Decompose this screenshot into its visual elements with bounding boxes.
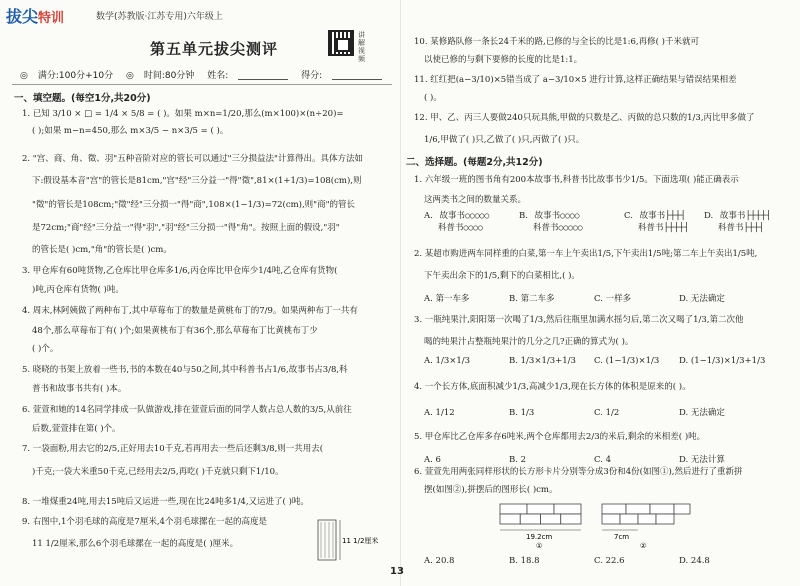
brand-logo — [6, 4, 64, 27]
figure-2-length: 7cm — [614, 533, 630, 541]
option-a-letter: A. — [424, 211, 433, 221]
question-12-line2: 1/6,甲做了( )只,乙做了( )只,丙做了( )只。 — [424, 135, 585, 145]
question-11-line1: 11. 红红把(a−3/10)×5错当成了 a−3/10×5 进行计算,这样正确结果与错误结果相差 — [414, 75, 737, 85]
question-6-line2: 后数,萱萱排在第( )个。 — [32, 424, 121, 434]
choice-4-options — [424, 406, 764, 418]
choice-6-option-d[interactable]: D. 24.8 — [679, 556, 710, 566]
choice-5-option-c[interactable]: C. 4 — [594, 455, 612, 465]
choice-4: 4. 一个长方体,底面积减少1/3,高减少1/3,现在长方体的体积是原来的( )。 — [414, 382, 691, 392]
choice-6-options — [424, 556, 764, 566]
series-label: 数学(苏教版·江苏专用)六年级上 — [96, 12, 223, 22]
option-b-sci: 科普书 — [533, 223, 559, 233]
option-c-letter: C. — [624, 211, 633, 221]
choice-2-line2: 下午卖出余下的1/5,剩下的白菜相比,( )。 — [424, 271, 580, 281]
option-c-story: 故事书 — [639, 211, 666, 221]
figure-1-number: ① — [536, 542, 543, 550]
question-4-line3: ( )个。 — [32, 344, 59, 354]
figure-1-length: 19.2cm — [526, 533, 553, 541]
brand-main: 拔尖 — [6, 7, 39, 26]
choice-3-line2: 喝的纯果汁占整瓶纯果汁的几分之几?正确的算式为( )。 — [424, 337, 634, 347]
choice-4-option-d[interactable]: D. 无法确定 — [679, 408, 725, 418]
option-c-sci: 科普书 — [638, 223, 664, 233]
question-8: 8. 一堆煤重24吨,用去15吨后又运进一些,现在比24吨多1/4,又运进了( )吨。 — [22, 497, 309, 507]
choice-4-option-b[interactable]: B. 1/3 — [509, 408, 535, 418]
question-11-line2: ( )。 — [424, 93, 442, 103]
score-label: 满分:100分+10分 — [37, 71, 114, 81]
question-10-line2: 以使已修的与剩下要修的长度的比是1:1。 — [424, 55, 583, 65]
section-title-fill: 一、填空题。(每空1分,共20分) — [14, 93, 151, 104]
test-meta — [20, 68, 392, 81]
choice-2-line1: 2. 某超市购进两车同样重的白菜,第一车上午卖出1/5,下午卖出1/5吨;第二车上午卖出1/5吨, — [414, 249, 758, 259]
choice-5-option-b[interactable]: B. 2 — [509, 455, 527, 465]
choice-5-options — [424, 453, 764, 465]
choice-3-option-a[interactable]: A. 1/3×1/3 — [424, 356, 471, 366]
question-7-line1: 7. 一袋面粉,用去它的2/5,正好用去10千克,若再用去一些后还剩3/8,则一共用去( — [22, 444, 324, 454]
divider — [12, 84, 392, 85]
question-1-line2: ( );如果 m−n=450,那么 m×3/5 − n×3/5 = ( )。 — [32, 126, 229, 136]
choice-6-option-b[interactable]: B. 18.8 — [509, 556, 540, 566]
time-label: 时间:80分钟 — [143, 71, 195, 81]
qr-label: 讲解视频 — [358, 31, 365, 63]
header-bar — [0, 0, 400, 26]
rectangle-figure-2 — [596, 498, 696, 550]
choice-3-option-d[interactable]: D. (1−1/3)×1/3+1/3 — [679, 356, 766, 366]
timer-icon: ◎ — [125, 71, 134, 81]
choice-3-option-c[interactable]: C. (1−1/3)×1/3 — [594, 356, 660, 366]
shuttlecock-stack — [318, 520, 336, 560]
clock-icon: ◎ — [20, 71, 28, 81]
right-column — [400, 0, 800, 586]
choice-5: 5. 甲仓库比乙仓库多存6吨米,两个仓库都用去2/3的米后,剩余的米相差( )吨。 — [414, 432, 706, 442]
question-3-line1: 3. 甲仓库有60吨货物,乙仓库比甲仓库多1/6,丙仓库比甲仓库少1/4吨,乙仓库有货物( — [22, 266, 338, 276]
option-d[interactable]: D. 故事书├┼┼┼┤ 科普书├┼┼┤ — [704, 211, 772, 233]
question-9-line2: 11 1/2厘米,那么6个羽毛球摞在一起的高度是( )厘米。 — [32, 539, 239, 549]
choice-2-option-d[interactable]: D. 无法确定 — [679, 294, 725, 304]
rectangle-figure-1 — [494, 498, 584, 550]
option-b-letter: B. — [519, 211, 528, 221]
choice-5-option-a[interactable]: A. 6 — [424, 455, 441, 465]
question-2-line5: 的管长是( )cm,"角"的管长是( )cm。 — [32, 245, 172, 255]
choice-6-line2: 摆(如图②),拼摆后的图形长( )cm。 — [424, 485, 558, 495]
name-field[interactable] — [238, 70, 288, 80]
question-6-line1: 6. 萱萱和她的14名同学排成一队做游戏,排在萱萱后面的同学人数占总人数的3/5,从前往 — [22, 405, 352, 415]
option-a-sci: 科普书 — [438, 223, 464, 233]
option-b-story: 故事书 — [534, 211, 561, 221]
brand-sub: 特训 — [38, 11, 65, 26]
option-d-sci: 科普书 — [718, 223, 744, 233]
shuttlecock-figure — [314, 516, 394, 566]
question-2-line3: "徵"的管长是108cm;"徵"经"三分损一"得"商",108×(1−1/3)=72(cm),则"商"的管长 — [32, 200, 355, 210]
name-label: 姓名: — [207, 71, 229, 81]
shuttlecock-height-label: 11 1/2厘米 — [342, 537, 379, 545]
question-3-line2: )吨,丙仓库有货物( )吨。 — [32, 285, 124, 295]
question-4-line2: 48个,那么草莓布丁有( )个;如果黄桃布丁有36个,那么草莓布丁比黄桃布丁少 — [32, 326, 318, 336]
option-a[interactable]: A. 故事书○○○○○ 科普书○○○○ — [424, 211, 490, 233]
question-5-line1: 5. 晓晓的书架上放着一些书,书的本数在40与50之间,其中科普书占1/6,故事书占3/8,科 — [22, 365, 348, 375]
score-field-label: 得分: — [301, 71, 323, 81]
page-number: 13 — [390, 566, 404, 577]
choice-6-option-c[interactable]: C. 22.6 — [594, 556, 625, 566]
choice-2-option-c[interactable]: C. 一样多 — [594, 294, 632, 304]
question-12-line1: 12. 甲、乙、丙三人要做240只玩具熊,甲做的只数是乙、丙做的总只数的1/3,丙比甲多做了 — [414, 113, 755, 123]
question-1-line1: 1. 已知 3/10 × □ = 1/4 × 5/8 = ( )。如果 m×n=1/20,那么(m×100)×(n÷20)= — [22, 109, 344, 119]
option-d-story: 故事书 — [719, 211, 746, 221]
question-2-line2: 下:假设基本音"宫"的管长是81cm,"宫"经"三分益一"得"徵",81×(1+1/3)=108(cm),则 — [32, 176, 362, 186]
question-9-line1: 9. 右图中,1个羽毛球的高度是7厘米,4个羽毛球摞在一起的高度是 — [22, 517, 267, 527]
qr-code-icon[interactable] — [328, 30, 354, 56]
option-c[interactable]: C. 故事书├┼┼┤ 科普书├┼┼┼┤ — [624, 211, 690, 233]
question-10-line1: 10. 某修路队修一条长24千米的路,已修的与全长的比是1:6,再修( )千米就可 — [414, 37, 699, 47]
option-a-story: 故事书 — [439, 211, 466, 221]
score-field[interactable] — [332, 70, 382, 80]
option-b[interactable]: B. 故事书○○○○ 科普书○○○○○ — [519, 211, 583, 233]
choice-3-options — [424, 356, 764, 366]
figure-2-number: ② — [640, 542, 647, 550]
choice-4-option-c[interactable]: C. 1/2 — [594, 408, 620, 418]
choice-1-line1: 1. 六年级一班的图书角有200本故事书,科普书比故事书少1/5。下面选项( )能正确表示 — [414, 175, 739, 185]
question-7-line2: )千克;一袋大米重50千克,已经用去2/5,再吃( )千克就只剩下1/10。 — [32, 467, 284, 477]
choice-2-option-b[interactable]: B. 第二车多 — [509, 294, 555, 304]
choice-1-line2: 这两类书之间的数量关系。 — [424, 195, 527, 205]
choice-2-options — [424, 292, 764, 304]
choice-3-option-b[interactable]: B. 1/3×1/3+1/3 — [509, 356, 576, 366]
page-title: 第五单元拔尖测评 — [150, 40, 279, 58]
option-d-letter: D. — [704, 211, 714, 221]
choice-6-line1: 6. 萱萱先用两张同样形状的长方形卡片分别等分成3份和4份(如图①),然后进行了重新拼 — [414, 467, 743, 477]
choice-5-option-d[interactable]: D. 无法计算 — [679, 455, 725, 465]
question-2-line1: 2. "宫、商、角、徵、羽"五种音阶对应的管长可以通过"三分损益法"计算得出。具体方法如 — [22, 154, 363, 164]
choice-3-line1: 3. 一瓶纯果汁,阳阳第一次喝了1/3,然后往瓶里加满水摇匀后,第二次又喝了1/3,第二次他 — [414, 315, 744, 325]
choice-2-option-a[interactable]: A. 第一车多 — [424, 294, 470, 304]
section-title-choice: 二、选择题。(每题2分,共12分) — [406, 157, 543, 168]
question-2-line4: 是72cm;"商"经"三分益一"得"羽","羽"经"三分损一"得"角"。按照上面的假设,"羽" — [32, 223, 340, 233]
choice-6-option-a[interactable]: A. 20.8 — [424, 556, 455, 566]
question-4-line1: 4. 周末,林阿姨做了两种布丁,其中草莓布丁的数量是黄桃布丁的7/9。如果两种布丁一共有 — [22, 306, 358, 316]
question-5-line2: 普书和故事书共有( )本。 — [32, 384, 127, 394]
choice-4-option-a[interactable]: A. 1/12 — [424, 408, 455, 418]
